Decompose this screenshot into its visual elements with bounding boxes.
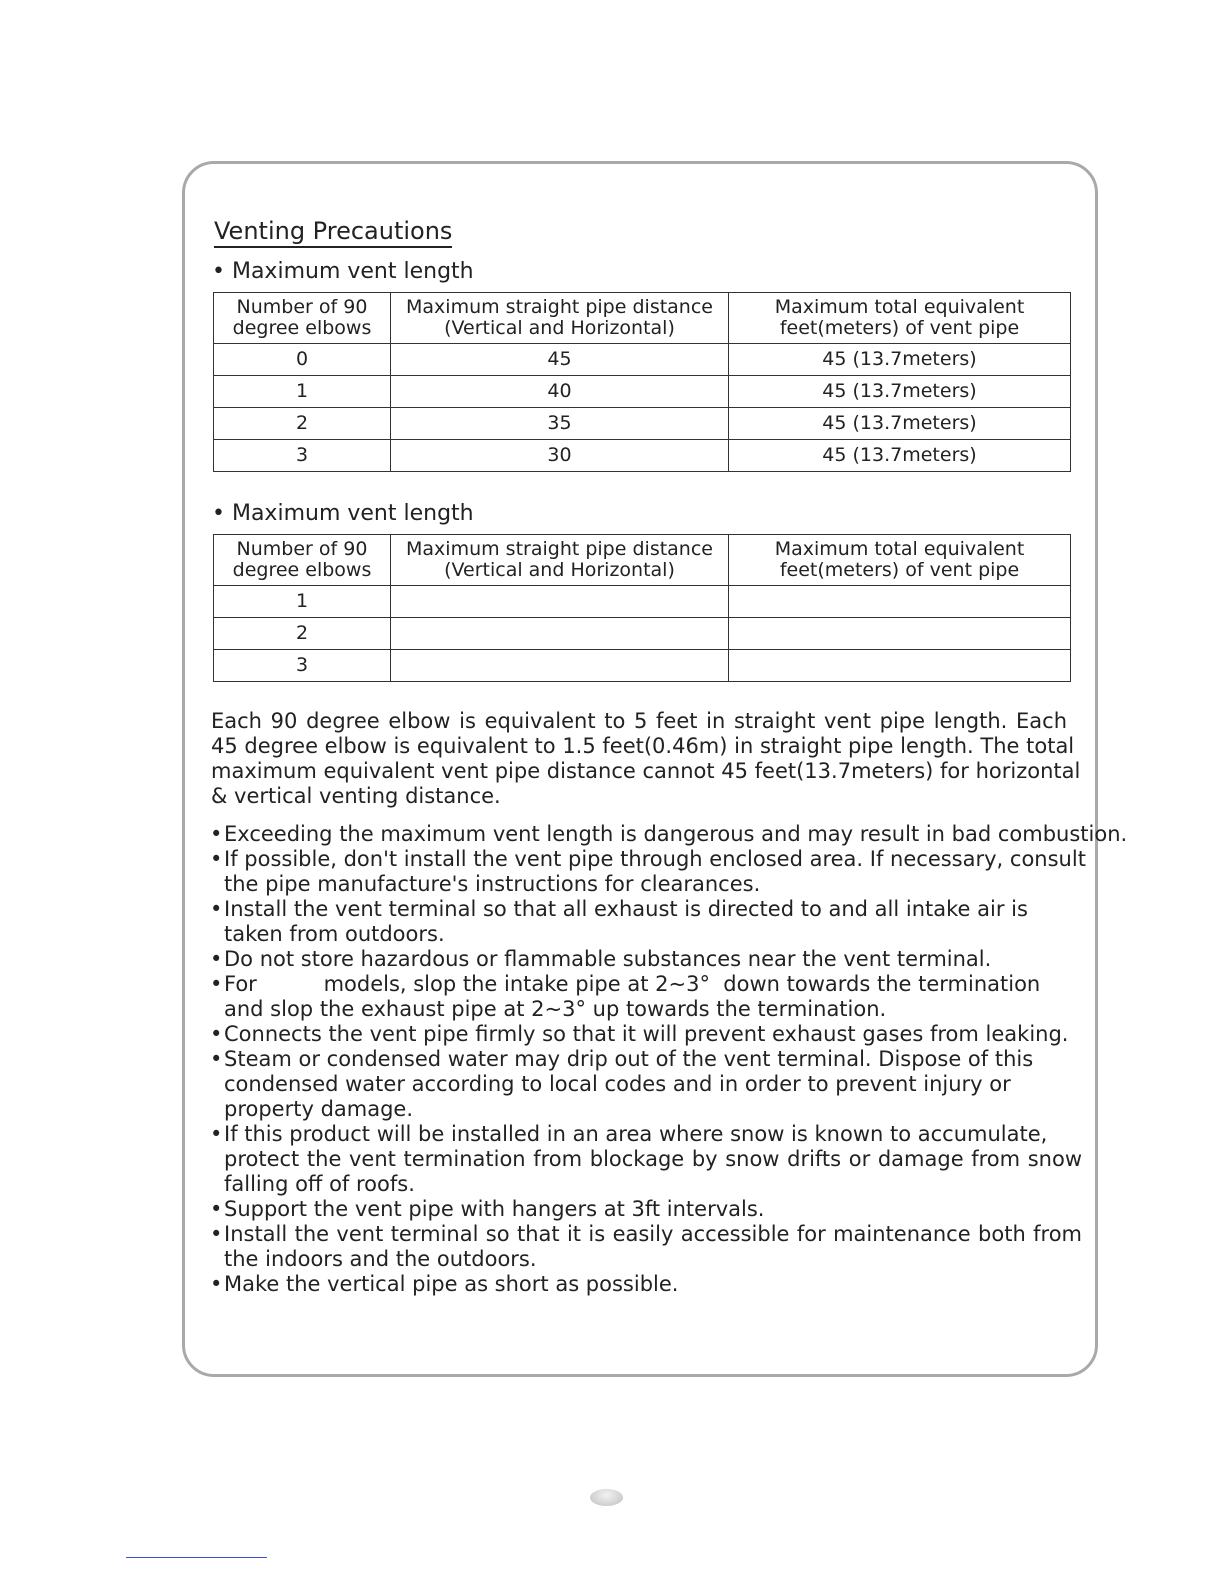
header-total-equivalent: Maximum total equivalent feet(meters) of vent pipe	[729, 535, 1071, 586]
list-item-line: property damage.	[224, 1097, 414, 1121]
paragraph-line: 45 degree elbow is equivalent to 1.5 feet(0.46m) in straight pipe length. The total	[211, 734, 1075, 758]
page-number-badge	[590, 1489, 623, 1506]
list-item-line: Exceeding the maximum vent length is dangerous and may result in bad combustion.	[224, 822, 1128, 846]
cell-straight	[391, 586, 729, 618]
bullet-dot: •	[210, 1197, 223, 1221]
table-header-row	[214, 293, 1071, 344]
list-item-line: the pipe manufacture's instructions for clearances.	[224, 872, 761, 896]
cell-straight: 40	[391, 376, 729, 408]
list-item-line: Support the vent pipe with hangers at 3ft intervals.	[224, 1197, 765, 1221]
list-item-line: Steam or condensed water may drip out of the vent terminal. Dispose of this	[224, 1047, 1034, 1071]
cell-elbows: 2	[214, 618, 391, 650]
list-item-line: If this product will be installed in an area where snow is known to accumulate,	[224, 1122, 1048, 1146]
cell-elbows: 1	[214, 586, 391, 618]
bullet-dot: •	[210, 1047, 223, 1071]
table-row	[214, 440, 1071, 472]
cell-elbows: 3	[214, 650, 391, 682]
cell-elbows: 1	[214, 376, 391, 408]
equivalence-paragraph	[211, 709, 1081, 809]
list-item-line: Install the vent terminal so that all exhaust is directed to and all intake air is	[224, 897, 1028, 921]
cell-straight	[391, 618, 729, 650]
header-straight-distance: Maximum straight pipe distance (Vertical and Horizontal)	[391, 535, 729, 586]
list-item	[210, 1222, 1082, 1272]
cell-straight: 35	[391, 408, 729, 440]
list-item-line: falling off of roofs.	[224, 1172, 415, 1196]
list-item-line: If possible, don't install the vent pipe through enclosed area. If necessary, consult	[224, 847, 1086, 871]
bullet-dot: •	[210, 972, 223, 996]
header-straight-distance: Maximum straight pipe distance (Vertical and Horizontal)	[391, 293, 729, 344]
footer-rule	[126, 1557, 267, 1558]
cell-elbows: 0	[214, 344, 391, 376]
bullet-dot: •	[210, 897, 223, 921]
cell-total	[729, 586, 1071, 618]
table-row	[214, 650, 1071, 682]
list-item	[210, 1022, 1082, 1047]
cell-total	[729, 618, 1071, 650]
bullet-dot: •	[210, 1022, 223, 1046]
list-item-line: taken from outdoors.	[224, 922, 445, 946]
table2-subhead: • Maximum vent length	[212, 501, 474, 526]
paragraph-line: & vertical venting distance.	[211, 784, 501, 808]
bullet-dot: •	[210, 822, 223, 846]
table-row	[214, 408, 1071, 440]
bullet-dot: •	[210, 1272, 223, 1296]
paragraph-line: Each 90 degree elbow is equivalent to 5 feet in straight vent pipe length. Each	[211, 709, 1067, 733]
list-item	[210, 1197, 1082, 1222]
vent-length-table-1	[213, 292, 1071, 472]
table1-subhead: • Maximum vent length	[212, 259, 474, 284]
list-item	[210, 847, 1086, 897]
cell-total	[729, 650, 1071, 682]
paragraph-line: maximum equivalent vent pipe distance cannot 45 feet(13.7meters) for horizontal	[211, 759, 1081, 783]
header-elbows: Number of 90 degree elbows	[214, 535, 391, 586]
cell-straight: 30	[391, 440, 729, 472]
cell-straight	[391, 650, 729, 682]
cell-total: 45 (13.7meters)	[729, 408, 1071, 440]
cell-total: 45 (13.7meters)	[729, 344, 1071, 376]
list-item-line: the indoors and the outdoors.	[224, 1247, 537, 1271]
cell-elbows: 3	[214, 440, 391, 472]
section-title: Venting Precautions	[214, 216, 452, 248]
header-total-equivalent: Maximum total equivalent feet(meters) of vent pipe	[729, 293, 1071, 344]
list-item	[210, 972, 1082, 1022]
cell-elbows: 2	[214, 408, 391, 440]
list-item	[210, 1047, 1082, 1122]
list-item-line: For models, slop the intake pipe at 2∼3° down towards the termination	[224, 972, 1041, 996]
table-row	[214, 586, 1071, 618]
bullet-dot: •	[210, 947, 223, 971]
cell-straight: 45	[391, 344, 729, 376]
vent-length-table-2	[213, 534, 1071, 682]
table-row	[214, 344, 1071, 376]
list-item	[210, 822, 1128, 847]
precautions-list	[210, 822, 1128, 1297]
bullet-dot: •	[210, 1222, 223, 1246]
header-elbows: Number of 90 degree elbows	[214, 293, 391, 344]
table-row	[214, 618, 1071, 650]
list-item-line: protect the vent termination from blockage by snow drifts or damage from snow	[224, 1147, 1082, 1171]
list-item-line: Make the vertical pipe as short as possible.	[224, 1272, 679, 1296]
table-header-row	[214, 535, 1071, 586]
bullet-dot: •	[210, 847, 223, 871]
list-item	[210, 1122, 1082, 1197]
table-row	[214, 376, 1071, 408]
list-item-line: condensed water according to local codes and in order to prevent injury or	[224, 1072, 1011, 1096]
cell-total: 45 (13.7meters)	[729, 440, 1071, 472]
list-item	[210, 947, 1082, 972]
list-item-line: Do not store hazardous or flammable substances near the vent terminal.	[224, 947, 992, 971]
list-item	[210, 1272, 1082, 1297]
list-item-line: Connects the vent pipe firmly so that it will prevent exhaust gases from leaking.	[224, 1022, 1069, 1046]
list-item-line: and slop the exhaust pipe at 2∼3° up towards the termination.	[224, 997, 887, 1021]
list-item	[210, 897, 1082, 947]
cell-total: 45 (13.7meters)	[729, 376, 1071, 408]
list-item-line: Install the vent terminal so that it is easily accessible for maintenance both from	[224, 1222, 1082, 1246]
bullet-dot: •	[210, 1122, 223, 1146]
